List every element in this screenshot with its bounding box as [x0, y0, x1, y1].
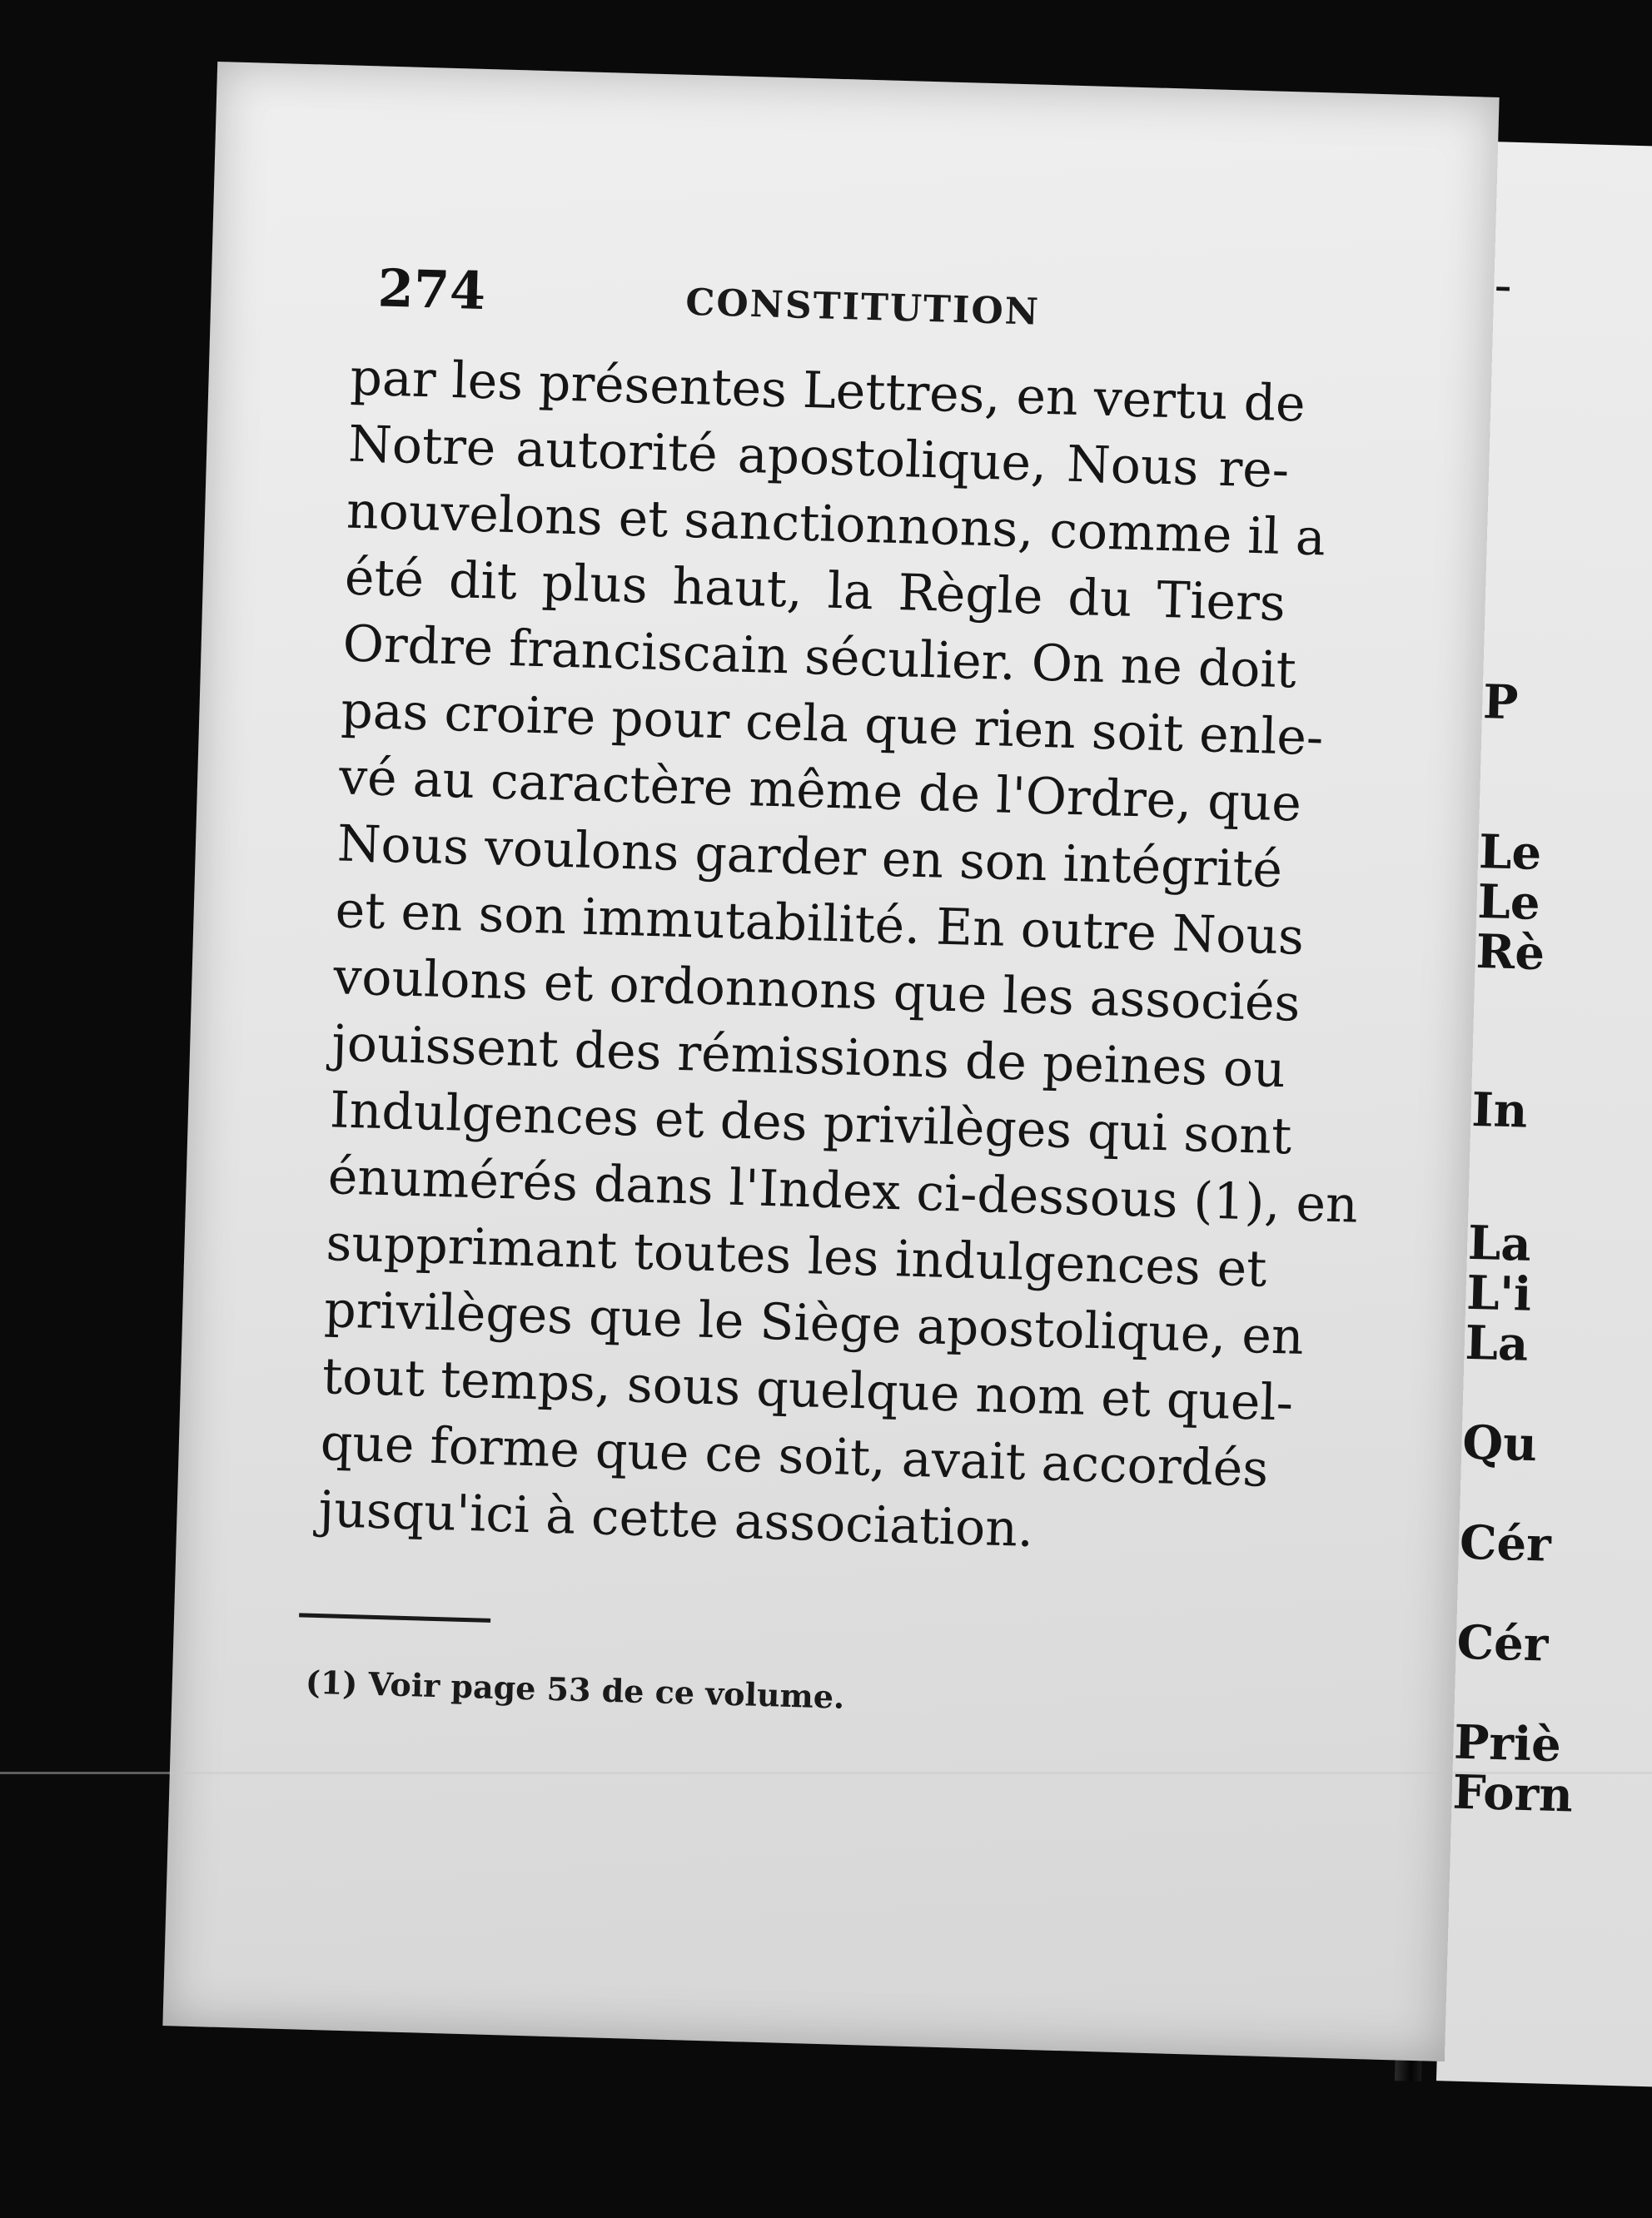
- facing-fragment: P: [1482, 674, 1520, 731]
- text-line: Ordre franciscain séculier. On ne doit: [341, 614, 1297, 700]
- facing-fragment: Le: [1476, 873, 1541, 932]
- text-line: jouissent des rémissions de peines ou: [331, 1014, 1286, 1100]
- facing-fragment: L'i: [1465, 1265, 1533, 1322]
- facing-fragment: Cér: [1459, 1514, 1552, 1573]
- facing-fragment: Priè: [1453, 1714, 1562, 1773]
- text-line: par les présentes Lettres, en vertu de: [349, 348, 1306, 434]
- text-line: Notre autorité apostolique, Nous re-: [347, 415, 1291, 500]
- text-line: vé au caractère même de l'Ordre, que: [338, 748, 1302, 833]
- facing-fragment: In: [1470, 1082, 1529, 1139]
- facing-fragment: La: [1464, 1315, 1530, 1372]
- facing-fragment: –: [1494, 266, 1512, 306]
- facing-fragment: Qu: [1461, 1415, 1538, 1473]
- text-line: voulons et ordonnons que les associés: [332, 947, 1301, 1033]
- running-head: CONSTITUTION: [684, 281, 1041, 334]
- facing-fragment: Rè: [1475, 923, 1545, 982]
- page-number: 274: [376, 257, 487, 322]
- page-header: [377, 257, 1336, 351]
- book-page: [162, 62, 1499, 2061]
- facing-fragment: Cér: [1455, 1614, 1550, 1673]
- facing-fragment: Le: [1478, 823, 1543, 882]
- text-line: que forme que ce soit, avait accordés: [319, 1414, 1270, 1499]
- text-line: et en son immutabilité. En outre Nous: [334, 881, 1305, 967]
- scan-artifact-line: [0, 1772, 1652, 1774]
- text-line: Nous voulons garder en son intégrité: [336, 814, 1283, 900]
- text-line: nouvelons et sanctionnons, comme il a: [346, 481, 1326, 568]
- footnote: (1) Voir page 53 de ce volume.: [305, 1663, 845, 1716]
- body-text: [317, 345, 1359, 1569]
- text-line: pas croire pour cela que rien soit enle-: [340, 681, 1325, 768]
- text-line: énumérés dans l'Index ci-dessous (1), en: [326, 1147, 1359, 1235]
- facing-fragment: Forn: [1451, 1764, 1574, 1823]
- text-line: supprimant toutes les indulgences et: [325, 1214, 1268, 1299]
- facing-page-fragments: [1451, 142, 1652, 1823]
- text-line: jusqu'ici à cette association.: [317, 1480, 1034, 1559]
- facing-fragment: La: [1467, 1215, 1532, 1272]
- footnote-divider: [299, 1613, 490, 1622]
- text-line: Indulgences et des privilèges qui sont: [329, 1081, 1293, 1166]
- text-line: privilèges que le Siège apostolique, en: [323, 1281, 1305, 1366]
- text-line: été dit plus haut, la Règle du Tiers: [344, 548, 1286, 634]
- text-line: tout temps, sous quelque nom et quel-: [321, 1347, 1294, 1433]
